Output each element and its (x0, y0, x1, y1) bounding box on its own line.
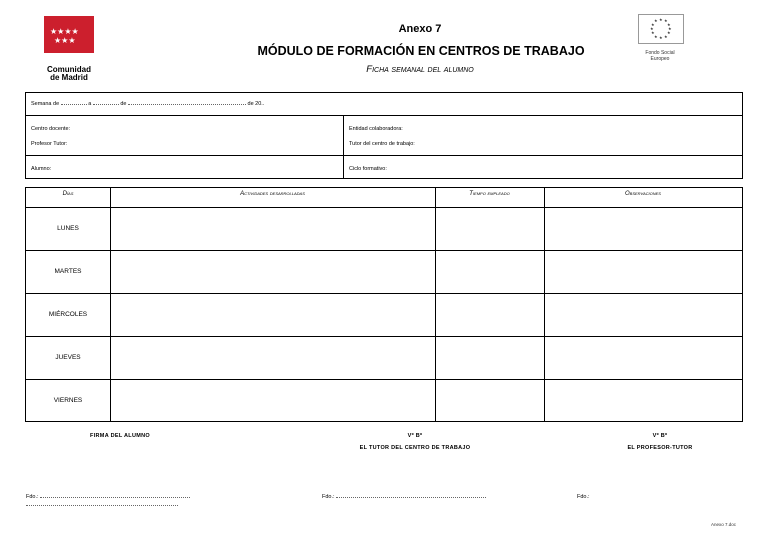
fdo-tutor-centro: Fdo.: (322, 494, 486, 500)
header-tiempo: Tiempo empleado (469, 191, 510, 197)
day-miercoles: MIÉRCOLES (48, 311, 88, 318)
svg-text:★: ★ (654, 18, 658, 23)
header-dias: Días (62, 191, 74, 197)
entidad-label: Entidad colaboradora: (349, 126, 403, 132)
footer-filename: Anexo 7.doc (710, 522, 736, 527)
svg-text:★: ★ (659, 35, 663, 40)
svg-text:★: ★ (668, 26, 672, 31)
svg-text:★★★: ★★★ (54, 36, 76, 45)
svg-text:★: ★ (651, 22, 655, 27)
svg-text:★: ★ (664, 18, 668, 23)
svg-text:★: ★ (667, 22, 671, 27)
page-subtitle: Ficha semanal del alumno (366, 64, 474, 75)
profesor-tutor-label: Profesor Tutor: (31, 141, 68, 147)
centro-docente-label: Centro docente: (31, 126, 71, 132)
vobo-profesor-label: Vº Bº (652, 433, 668, 439)
fdo-profesor: Fdo.: (577, 494, 590, 500)
logo-text: Comunidad de Madrid (47, 65, 91, 82)
svg-text:★: ★ (659, 17, 663, 22)
ciclo-label: Ciclo formativo: (349, 166, 387, 172)
page-title: MÓDULO DE FORMACIÓN EN CENTROS DE TRABAJO (257, 44, 585, 58)
header-actividades: Actividades desarrolladas (240, 191, 305, 197)
svg-text:★: ★ (654, 34, 658, 39)
annex-title: Anexo 7 (398, 23, 442, 35)
svg-text:★: ★ (667, 30, 671, 35)
vobo-tutor-label: Vº Bº (407, 433, 423, 439)
weekly-schedule-table (25, 187, 743, 422)
svg-text:★: ★ (651, 30, 655, 35)
week-line: Semana de a de de 20.. (31, 101, 265, 107)
svg-text:★★★★: ★★★★ (50, 27, 79, 36)
day-viernes: VIERNES (53, 397, 83, 404)
comunidad-madrid-logo (44, 16, 94, 53)
tutor-centro-label: Tutor del centro de trabajo: (349, 141, 415, 147)
fdo-alumno-second-line (26, 505, 178, 506)
day-martes: MARTES (54, 268, 82, 275)
day-lunes: LUNES (57, 225, 79, 232)
eu-fund-text: Fondo Social Europeo (645, 50, 675, 62)
svg-text:★: ★ (664, 34, 668, 39)
header-observaciones: Observaciones (625, 191, 661, 197)
stars-icon (44, 16, 94, 53)
fdo-alumno: Fdo.: (26, 494, 190, 500)
alumno-label: Alumno: (31, 166, 52, 172)
profesor-tutor-signature-label: EL PROFESOR-TUTOR (627, 445, 693, 451)
info-box (25, 92, 743, 179)
svg-text:★: ★ (650, 26, 654, 31)
tutor-centro-signature-label: EL TUTOR DEL CENTRO DE TRABAJO (359, 445, 471, 451)
day-jueves: JUEVES (55, 354, 81, 361)
firma-alumno-label: FIRMA DEL ALUMNO (90, 433, 150, 439)
eu-flag-icon (638, 14, 684, 44)
